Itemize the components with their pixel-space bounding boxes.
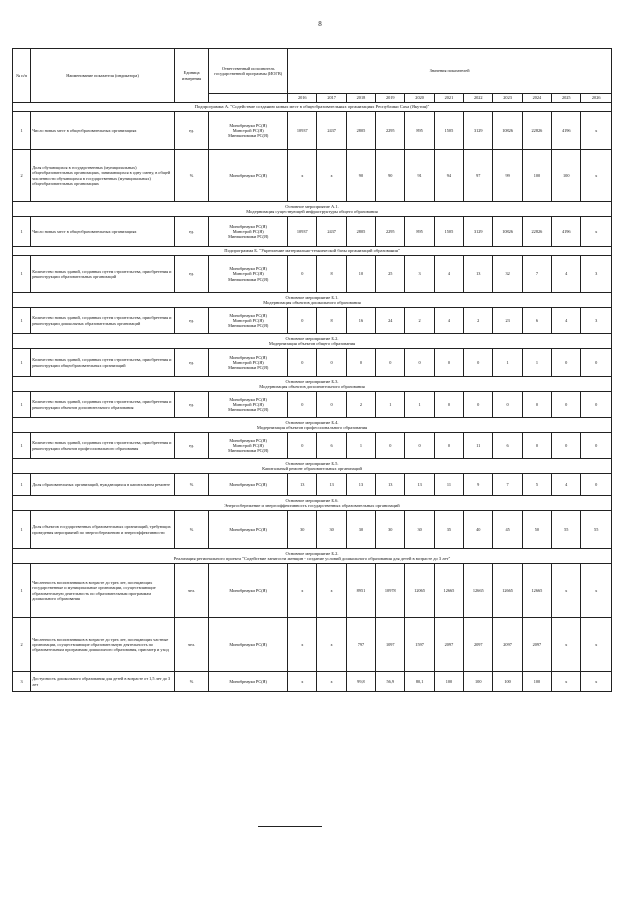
indicator-responsible	[209, 511, 288, 549]
indicator-value: 30	[376, 511, 405, 549]
indicator-value: 2437	[317, 112, 346, 150]
indicator-value: х	[581, 112, 612, 150]
footer-separator	[258, 826, 322, 827]
year-header: 2019	[376, 94, 405, 103]
year-header: 2022	[464, 94, 493, 103]
indicator-value: 0	[581, 433, 612, 459]
indicator-value: 1	[493, 349, 522, 377]
indicator-value: 100	[522, 672, 551, 692]
indicator-value: 13	[464, 256, 493, 293]
indicator-value: 13	[405, 474, 434, 496]
indicator-value: 30	[346, 511, 375, 549]
indicator-responsible	[209, 256, 288, 293]
indicator-name: Количество новых зданий, созданных путем строительства, приобретения и реконструкции образовательных организаций	[31, 256, 175, 293]
indicator-row	[13, 511, 612, 549]
indicator-value: 2295	[376, 217, 405, 247]
indicator-value: 2437	[317, 217, 346, 247]
indicator-value: 0	[581, 349, 612, 377]
activity-title-line: Основное мероприятие А.1.	[285, 203, 339, 209]
responsible-agency: Минэкономики РС(Я)	[228, 234, 269, 240]
indicator-value: х	[317, 150, 346, 202]
activity-title-line: Основное мероприятие Б.5.	[285, 460, 339, 466]
activity-title-line: Модернизация объектов общего образования	[268, 341, 356, 346]
header-values: Значения показателей	[288, 49, 612, 94]
header-name: Наименование показателя (индикатора)	[31, 49, 175, 103]
indicator-name: Доля обучающихся в государственных (муниципальных) общеобразовательных организациях, занимающихся в одну смену, в общей численности обучающихся в государственных (муниципальных) общеобразовательных организациях	[31, 150, 175, 202]
header-responsible-continued	[209, 94, 288, 103]
responsible-agency: Минэкономики РС(Я)	[228, 323, 269, 329]
responsible-agency: Минобрнауки РС(Я)	[229, 587, 267, 593]
indicator-value: 6	[522, 308, 551, 334]
year-header: 2026	[581, 94, 612, 103]
indicator-value: 56,9	[376, 672, 405, 692]
activity-title-line: Основное мероприятие Б.4.	[285, 419, 339, 425]
indicator-value: 0	[288, 256, 317, 293]
responsible-agency: Минстрой РС(Я)	[232, 127, 264, 133]
table-header	[13, 49, 612, 103]
responsible-agency: Минобрнауки РС(Я)	[229, 641, 267, 647]
indicator-value: 23	[493, 308, 522, 334]
responsible-agency: Минэкономики РС(Я)	[228, 276, 269, 282]
indicator-value: 4	[552, 308, 581, 334]
indicator-value: 0	[405, 433, 434, 459]
indicator-value: 45	[493, 511, 522, 549]
indicator-unit: ед.	[174, 433, 208, 459]
responsible-agency: Минэкономики РС(Я)	[228, 448, 269, 454]
indicator-value: 12665	[464, 564, 493, 618]
indicator-row	[13, 564, 612, 618]
activity-row	[13, 377, 612, 392]
indicator-value: 55	[581, 511, 612, 549]
indicator-value: 1	[376, 392, 405, 418]
indicator-value: 10978	[376, 564, 405, 618]
indicator-number: 2	[13, 150, 31, 202]
indicator-value: 0	[405, 349, 434, 377]
indicator-responsible	[209, 474, 288, 496]
indicator-value: 0	[317, 349, 346, 377]
indicator-value: 0	[493, 392, 522, 418]
indicator-value: 24	[376, 308, 405, 334]
indicator-value: 2	[464, 308, 493, 334]
indicator-value: 0	[552, 433, 581, 459]
responsible-agency: Минобрнауки РС(Я)	[229, 312, 267, 318]
indicator-value: 1	[405, 392, 434, 418]
activity-title-line: Капитальный ремонт образовательных организаций	[262, 466, 362, 471]
responsible-agency: Минобрнауки РС(Я)	[229, 396, 267, 402]
indicator-number: 1	[13, 256, 31, 293]
indicator-name: Численность воспитанников в возрасте до трех лет, посещающих государственные и муниципальные организации, осуществляющие образовательную деятельность по образовательным программам дошкольного образования	[31, 564, 175, 618]
activity-title	[13, 418, 612, 433]
indicator-responsible	[209, 672, 288, 692]
indicator-value: х	[581, 564, 612, 618]
indicator-row	[13, 433, 612, 459]
indicator-name: Количество новых зданий, созданных путем строительства, приобретения и реконструкции объектов дополнительного образования	[31, 392, 175, 418]
indicator-value: 2805	[346, 112, 375, 150]
activity-title-line: Основное мероприятие Б.3.	[285, 378, 339, 384]
responsible-agency: Минстрой РС(Я)	[232, 317, 264, 323]
activity-title-line: Основное мероприятие Б.2.	[285, 335, 339, 341]
indicator-value: 895	[405, 112, 434, 150]
indicator-value: 10937	[288, 217, 317, 247]
year-header: 2016	[288, 94, 317, 103]
indicator-value: 0	[317, 392, 346, 418]
activity-title	[13, 377, 612, 392]
responsible-agency: Минстрой РС(Я)	[232, 442, 264, 448]
indicator-value: 30	[288, 511, 317, 549]
activity-title-line: Модернизация существующей инфраструктуры общего образования	[246, 209, 378, 214]
indicators-table	[12, 48, 612, 692]
indicator-value: 13	[346, 474, 375, 496]
indicator-value: 0	[346, 349, 375, 377]
indicator-value: х	[552, 618, 581, 672]
indicator-name: Число новых мест в общеобразовательных организациях	[31, 217, 175, 247]
responsible-agency: Минобрнауки РС(Я)	[229, 354, 267, 360]
indicator-value: 22826	[522, 112, 551, 150]
activity-title	[13, 202, 612, 217]
indicator-value: 12065	[405, 564, 434, 618]
indicator-value: 3	[581, 256, 612, 293]
responsible-agency: Минстрой РС(Я)	[232, 271, 264, 277]
indicator-value: 7	[522, 256, 551, 293]
indicator-value: 0	[376, 433, 405, 459]
indicator-unit: чел.	[174, 618, 208, 672]
indicator-value: 100	[493, 672, 522, 692]
indicator-value: 25	[376, 256, 405, 293]
indicator-value: 35	[434, 511, 463, 549]
indicator-value: 0	[581, 474, 612, 496]
indicator-unit: ед.	[174, 392, 208, 418]
indicator-responsible	[209, 112, 288, 150]
indicator-unit: ед.	[174, 349, 208, 377]
activity-title	[13, 496, 612, 511]
responsible-agency: Минстрой РС(Я)	[232, 359, 264, 365]
indicator-value: х	[581, 217, 612, 247]
responsible-agency: Минобрнауки РС(Я)	[229, 172, 267, 178]
indicator-value: 0	[552, 349, 581, 377]
activity-row	[13, 202, 612, 217]
indicator-value: 4196	[552, 112, 581, 150]
subprogram-title: Подпрограмма Б. "Укрепление материально-технической базы организаций образования"	[13, 247, 612, 256]
indicator-value: 32	[493, 256, 522, 293]
indicator-responsible	[209, 217, 288, 247]
year-header: 2020	[405, 94, 434, 103]
indicator-value: 5	[522, 474, 551, 496]
indicator-value: 4196	[552, 217, 581, 247]
activity-title-line: Основное мероприятие Б.2.	[285, 550, 339, 556]
indicator-value: 0	[464, 349, 493, 377]
indicator-unit: ед.	[174, 256, 208, 293]
indicator-name: Численность воспитанников в возрасте до трех лет, посещающих частные организации, осуществляющие образовательную деятельность по образовательным программам дошкольного образования, присмотр и уход	[31, 618, 175, 672]
indicator-value: 30	[317, 511, 346, 549]
indicator-responsible	[209, 433, 288, 459]
indicator-number: 1	[13, 474, 31, 496]
indicator-value: 100	[522, 150, 551, 202]
indicator-name: Количество новых зданий, созданных путем строительства, приобретения и реконструкции объектов профессионального образования	[31, 433, 175, 459]
table-body	[13, 103, 612, 692]
indicator-value: 9	[464, 474, 493, 496]
indicator-number: 1	[13, 349, 31, 377]
indicator-value: 0	[581, 392, 612, 418]
activity-row	[13, 293, 612, 308]
indicator-value: 10826	[493, 217, 522, 247]
indicator-responsible	[209, 618, 288, 672]
indicator-row	[13, 672, 612, 692]
indicator-number: 1	[13, 433, 31, 459]
indicator-value: 12665	[434, 564, 463, 618]
year-header: 2025	[552, 94, 581, 103]
indicator-value: 6	[493, 433, 522, 459]
indicator-value: 30	[405, 511, 434, 549]
indicator-number: 3	[13, 672, 31, 692]
indicator-value: 2097	[464, 618, 493, 672]
year-header: 2023	[493, 94, 522, 103]
indicator-value: х	[581, 618, 612, 672]
indicator-responsible	[209, 308, 288, 334]
indicator-value: 3129	[464, 217, 493, 247]
responsible-agency: Минобрнауки РС(Я)	[229, 526, 267, 532]
indicator-value: 12665	[493, 564, 522, 618]
indicator-value: 16	[346, 308, 375, 334]
indicator-value: 4	[434, 256, 463, 293]
indicator-number: 1	[13, 511, 31, 549]
activity-title	[13, 334, 612, 349]
activity-row	[13, 459, 612, 474]
indicator-row	[13, 392, 612, 418]
indicator-name: Количество новых зданий, созданных путем строительства, приобретения и реконструкции дошкольных образовательных организаций	[31, 308, 175, 334]
indicator-value: 13	[376, 474, 405, 496]
subprogram-title: Подпрограмма А. "Содействие созданию новых мест в общеобразовательных организациях Республики Саха (Якутия)"	[13, 103, 612, 112]
indicator-unit: ед.	[174, 217, 208, 247]
indicator-value: 3129	[464, 112, 493, 150]
indicator-value: 99,8	[346, 672, 375, 692]
header-unit: Единица измерения	[174, 49, 208, 103]
indicator-row	[13, 618, 612, 672]
activity-row	[13, 496, 612, 511]
indicator-value: 13	[317, 474, 346, 496]
indicator-row	[13, 256, 612, 293]
indicator-value: 2	[346, 392, 375, 418]
indicator-value: х	[552, 672, 581, 692]
indicator-value: 0	[288, 349, 317, 377]
activity-title-line: Модернизация объектов профессионального образования	[256, 425, 368, 430]
indicator-value: 895	[405, 217, 434, 247]
indicator-value: 100	[464, 672, 493, 692]
indicator-value: 99	[493, 150, 522, 202]
indicator-value: 11	[464, 433, 493, 459]
activity-title-line: Основное мероприятие Б.6.	[285, 497, 339, 503]
indicator-name: Доступность дошкольного образования для детей в возрасте от 1,5 лет до 3 лет	[31, 672, 175, 692]
activity-row	[13, 549, 612, 564]
responsible-agency: Минэкономики РС(Я)	[228, 365, 269, 371]
responsible-agency: Минобрнауки РС(Я)	[229, 266, 267, 272]
indicator-name: Доля объектов государственных образовательных организаций, требующих проведения мероприятий по энергосбережению и энергоэффективности	[31, 511, 175, 549]
indicator-value: 97	[464, 150, 493, 202]
indicator-value: 0	[288, 308, 317, 334]
indicator-value: 1	[522, 349, 551, 377]
indicator-value: 1597	[405, 618, 434, 672]
indicator-value: 94	[434, 150, 463, 202]
responsible-agency: Минэкономики РС(Я)	[228, 133, 269, 139]
indicator-value: 0	[376, 349, 405, 377]
indicator-value: 40	[464, 511, 493, 549]
indicator-unit: чел.	[174, 564, 208, 618]
year-header: 2021	[434, 94, 463, 103]
indicator-value: 0	[464, 392, 493, 418]
activity-row	[13, 334, 612, 349]
indicator-value: х	[552, 564, 581, 618]
responsible-agency: Минстрой РС(Я)	[232, 401, 264, 407]
responsible-agency: Минэкономики РС(Я)	[228, 407, 269, 413]
indicator-value: 1505	[434, 217, 463, 247]
header-responsible: Ответственный исполнитель государственной программы (ИОГВ)	[209, 49, 288, 94]
indicator-value: 4	[552, 474, 581, 496]
year-header: 2017	[317, 94, 346, 103]
indicator-unit: %	[174, 150, 208, 202]
indicator-value: 6	[317, 433, 346, 459]
indicator-value: 8	[317, 256, 346, 293]
activity-title-line: Основное мероприятие Б.1.	[285, 294, 339, 300]
indicator-value: 90	[376, 150, 405, 202]
responsible-agency: Минобрнауки РС(Я)	[229, 223, 267, 229]
indicator-value: х	[288, 150, 317, 202]
indicator-value: х	[581, 672, 612, 692]
indicator-value: 90	[346, 150, 375, 202]
indicator-responsible	[209, 150, 288, 202]
responsible-agency: Минобрнауки РС(Я)	[229, 437, 267, 443]
indicator-value: 2	[405, 308, 434, 334]
indicator-number: 1	[13, 217, 31, 247]
indicator-value: 2097	[434, 618, 463, 672]
indicator-value: 100	[552, 150, 581, 202]
indicator-value: 4	[552, 256, 581, 293]
indicator-value: 22826	[522, 217, 551, 247]
indicator-value: х	[581, 150, 612, 202]
indicator-value: 0	[288, 433, 317, 459]
indicator-value: 797	[346, 618, 375, 672]
indicator-value: 1	[346, 433, 375, 459]
activity-title	[13, 293, 612, 308]
indicator-value: 55	[552, 511, 581, 549]
indicator-value: 1505	[434, 112, 463, 150]
indicator-value: 2097	[522, 618, 551, 672]
indicator-row	[13, 150, 612, 202]
indicator-row	[13, 217, 612, 247]
indicator-value: 0	[552, 392, 581, 418]
indicator-responsible	[209, 564, 288, 618]
year-header: 2024	[522, 94, 551, 103]
activity-title-line: Реализация регионального проекта "Содействие занятости женщин - создание условий дошкольного образования для детей в возрасте до 3 лет"	[173, 556, 451, 561]
indicator-value: 13	[288, 474, 317, 496]
indicator-value: х	[317, 618, 346, 672]
activity-title	[13, 459, 612, 474]
indicator-value: 0	[288, 392, 317, 418]
activity-title-line: Модернизация объектов дополнительного образования	[259, 384, 365, 389]
indicator-value: 0	[522, 392, 551, 418]
indicator-row	[13, 112, 612, 150]
indicator-row	[13, 474, 612, 496]
indicator-value: 2097	[493, 618, 522, 672]
indicator-value: 10826	[493, 112, 522, 150]
activity-title-line: Модернизация объектов дошкольного образования	[263, 300, 361, 305]
indicator-value: 11	[434, 474, 463, 496]
indicator-value: 3	[581, 308, 612, 334]
subprogram-row	[13, 103, 612, 112]
indicator-name: Количество новых зданий, созданных путем строительства, приобретения и реконструкции общеобразовательных организаций	[31, 349, 175, 377]
indicator-unit: ед.	[174, 112, 208, 150]
indicator-value: 2805	[346, 217, 375, 247]
indicator-value: 91	[405, 150, 434, 202]
responsible-agency: Минстрой РС(Я)	[232, 228, 264, 234]
indicator-name: Число новых мест в общеобразовательных организациях	[31, 112, 175, 150]
indicator-value: х	[317, 672, 346, 692]
indicator-row	[13, 308, 612, 334]
indicator-unit: %	[174, 511, 208, 549]
indicator-value: 80,1	[405, 672, 434, 692]
responsible-agency: Минобрнауки РС(Я)	[229, 481, 267, 487]
indicator-value: 10937	[288, 112, 317, 150]
indicator-value: 3	[405, 256, 434, 293]
responsible-agency: Минобрнауки РС(Я)	[229, 122, 267, 128]
indicator-responsible	[209, 349, 288, 377]
indicator-value: 0	[434, 392, 463, 418]
indicator-number: 1	[13, 112, 31, 150]
indicator-name: Доля образовательных организаций, нуждающихся в капитальном ремонте	[31, 474, 175, 496]
indicator-value: 7	[493, 474, 522, 496]
indicator-unit: %	[174, 474, 208, 496]
responsible-agency: Минобрнауки РС(Я)	[229, 678, 267, 684]
indicator-value: 8	[317, 308, 346, 334]
indicator-value: 4	[434, 308, 463, 334]
indicator-number: 1	[13, 308, 31, 334]
indicator-value: 10	[346, 256, 375, 293]
page-number: 8	[318, 20, 322, 28]
activity-row	[13, 418, 612, 433]
indicator-value: 0	[434, 433, 463, 459]
indicator-value: 1097	[376, 618, 405, 672]
indicator-responsible	[209, 392, 288, 418]
indicator-unit: %	[174, 672, 208, 692]
indicator-value: 100	[434, 672, 463, 692]
subprogram-row	[13, 247, 612, 256]
indicator-value: 8951	[346, 564, 375, 618]
indicator-number: 2	[13, 618, 31, 672]
activity-title-line: Энергосбережение и энергоэффективность государственных образовательных организаций	[224, 503, 400, 508]
indicator-value: х	[317, 564, 346, 618]
indicator-number: 1	[13, 564, 31, 618]
year-header: 2018	[346, 94, 375, 103]
indicator-value: х	[288, 672, 317, 692]
indicator-unit: ед.	[174, 308, 208, 334]
activity-title	[13, 549, 612, 564]
indicator-value: 50	[522, 511, 551, 549]
indicator-number: 1	[13, 392, 31, 418]
indicator-value: х	[288, 618, 317, 672]
indicator-row	[13, 349, 612, 377]
header-num: № п/п	[13, 49, 31, 103]
indicator-value: х	[288, 564, 317, 618]
indicator-value: 2295	[376, 112, 405, 150]
indicator-value: 0	[434, 349, 463, 377]
indicator-value: 12665	[522, 564, 551, 618]
indicator-value: 0	[522, 433, 551, 459]
